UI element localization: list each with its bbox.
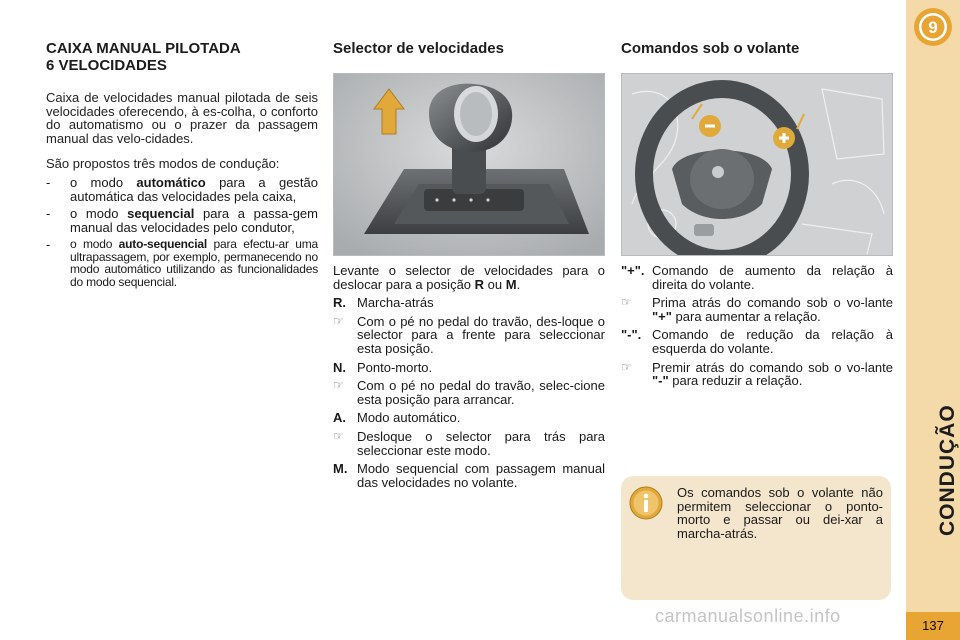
list-item: ☞ Com o pé no pedal do travão, des-loque o selector para a frente para seleccionar esta posição. [333,313,605,356]
chapter-number: 9 [928,18,938,37]
hand-pointer-icon: ☞ [621,295,632,310]
list-item: ☞ Premir atrás do comando sob o vo-lante "-" para reduzir a relação. [621,359,893,389]
list-item: - o modo auto-sequencial para efectu-ar uma ultrapassagem, por exemplo, permanecendo no modo automático utilizando as funcionalidades do modo sequencial. [46,237,319,289]
info-icon [629,486,663,520]
list-item: A. Modo automático. [333,410,461,426]
list-item: ☞ Com o pé no pedal do travão, selec-cione esta posição para arrancar. [333,378,605,407]
steering-instructions [621,264,893,393]
watermark: carmanualsonline.info [655,606,841,626]
hand-pointer-icon: ☞ [333,313,344,328]
gear-selector-illustration [333,73,605,256]
steering-wheel-illustration [621,73,893,256]
mode-list [46,176,318,292]
info-box [621,476,891,600]
hand-pointer-icon: ☞ [621,359,632,374]
list-item: "+". Comando de aumento da relação à direita do volante. [621,263,893,292]
list-item: - o modo sequencial para a passa-gem manual das velocidades pelo condutor, [46,206,318,235]
chapter-badge [912,6,954,48]
selector-intro: Levante o selector de velocidades para o deslocar para a posição R ou M. [333,263,605,292]
gear-lever-image [334,74,605,256]
modes-intro: São propostos três modos de condução: [46,156,280,171]
hand-pointer-icon: ☞ [333,378,344,393]
list-item: "-". Comando de redução da relação à esquerda do volante. [621,327,893,356]
intro-paragraph: Caixa de velocidades manual pilotada de seis velocidades oferecendo, à es-colha, o conforto do automatismo ou o prazer da passagem manual das velo-cidades. [46,90,318,146]
section-title-steering: Comandos sob o volante [621,40,800,57]
list-item: ☞ Prima atrás do comando sob o vo-lante "+" para aumentar a relação. [621,295,893,324]
chapter-title: CONDUÇÃO [936,404,959,536]
intro-column [46,40,319,289]
page-number: 137 [906,612,960,640]
list-item: - o modo automático para a gestão automática das velocidades pela caixa, [46,175,318,204]
chapter-side-tab [906,0,960,640]
info-text: Os comandos sob o volante não permitem seleccionar o ponto-morto e passar ou dei-xar a marcha-atrás. [677,485,883,541]
main-title: CAIXA MANUAL PILOTADA 6 VELOCIDADES [46,40,241,74]
list-item: N. Ponto-morto. [333,359,433,375]
list-item: M. Modo sequencial com passagem manual das velocidades no volante. [333,461,605,490]
selector-instructions [333,264,605,494]
list-item: R. Marcha-atrás [333,295,434,311]
hand-pointer-icon: ☞ [333,428,344,443]
section-title-selector: Selector de velocidades [333,40,504,57]
list-item: ☞ Desloque o selector para trás para seleccionar este modo. [333,428,605,458]
steering-wheel-image [622,74,893,256]
